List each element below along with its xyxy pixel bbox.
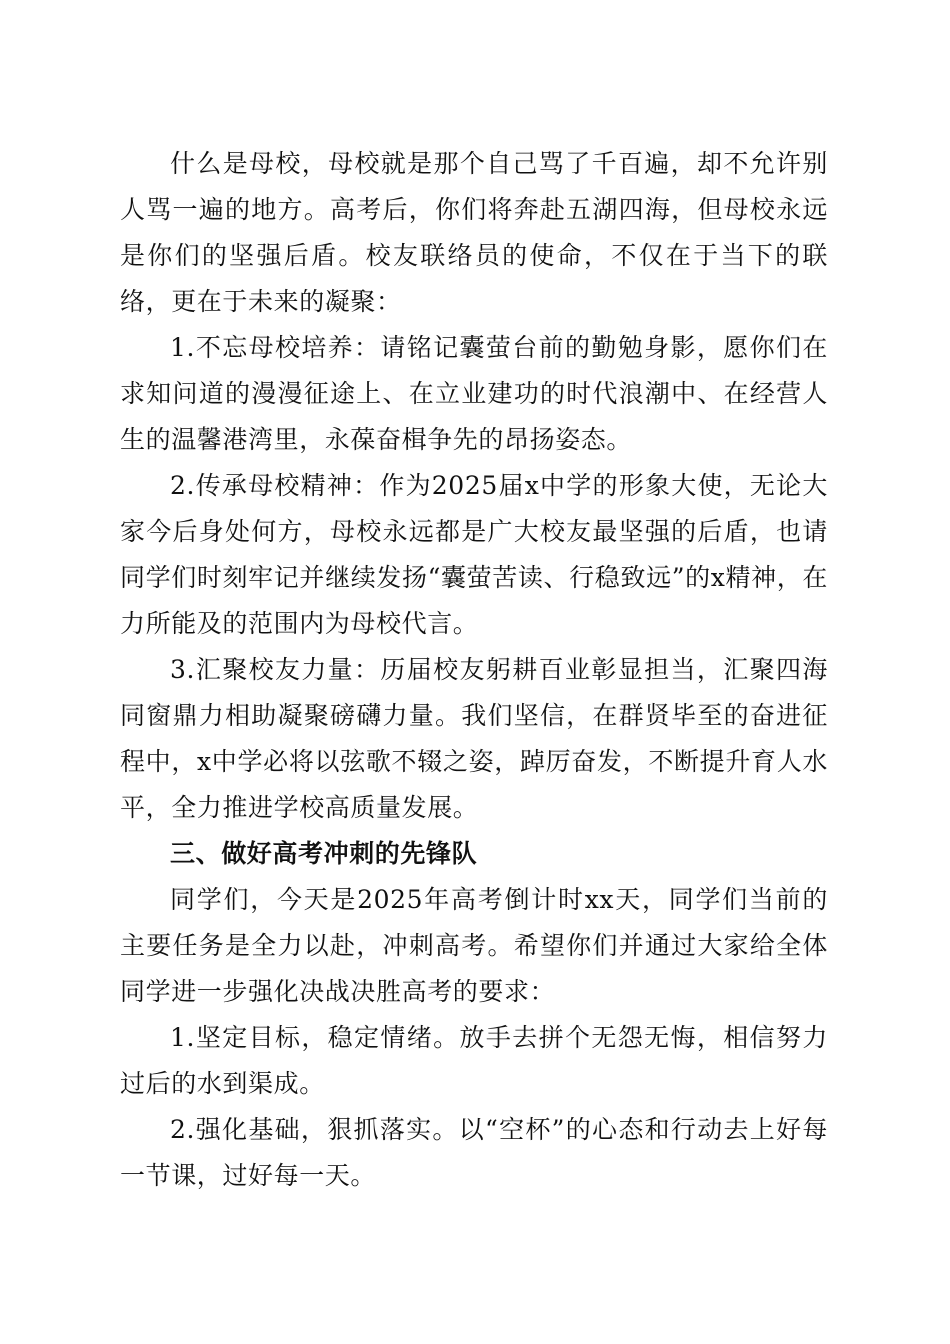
document-body bbox=[120, 141, 828, 1199]
paragraph-item-2-inherit-spirit: 2.传承母校精神：作为2025届x中学的形象大使，无论大家今后身处何方，母校永远都是广大校友最坚强的后盾，也请同学们时刻牢记并继续发扬“囊萤苦读、行稳致远”的x精神，在力所能及的范围内为母校代言。 bbox=[120, 471, 828, 638]
paragraph-alma-mater: 什么是母校，母校就是那个自己骂了千百遍，却不允许别人骂一遍的地方。高考后，你们将奔赴五湖四海，但母校永远是你们的坚强后盾。校友联络员的使命，不仅在于当下的联络，更在于未来的凝聚： bbox=[120, 149, 828, 316]
paragraph-item-1-remember-school: 1.不忘母校培养：请铭记囊萤台前的勤勉身影，愿你们在求知问道的漫漫征途上、在立业建功的时代浪潮中、在经营人生的温馨港湾里，永葆奋楫争先的昂扬姿态。 bbox=[120, 333, 828, 454]
paragraph-item-2-basics: 2.强化基础，狠抓落实。以“空杯”的心态和行动去上好每一节课，过好每一天。 bbox=[120, 1115, 828, 1190]
paragraph-exam-countdown: 同学们，今天是2025年高考倒计时xx天，同学们当前的主要任务是全力以赴，冲刺高考。希望你们并通过大家给全体同学进一步强化决战决胜高考的要求： bbox=[120, 885, 828, 1006]
paragraph-item-3-alumni-strength: 3.汇聚校友力量：历届校友躬耕百业彰显担当，汇聚四海同窗鼎力相助凝聚磅礴力量。我们坚信，在群贤毕至的奋进征程中，x中学必将以弦歌不辍之姿，踔厉奋发，不断提升育人水平，全力推进学校高质量发展。 bbox=[120, 655, 828, 822]
paragraph-item-1-goals: 1.坚定目标，稳定情绪。放手去拼个无怨无悔，相信努力过后的水到渠成。 bbox=[120, 1023, 828, 1098]
section-heading-3: 三、做好高考冲刺的先锋队 bbox=[170, 839, 478, 868]
